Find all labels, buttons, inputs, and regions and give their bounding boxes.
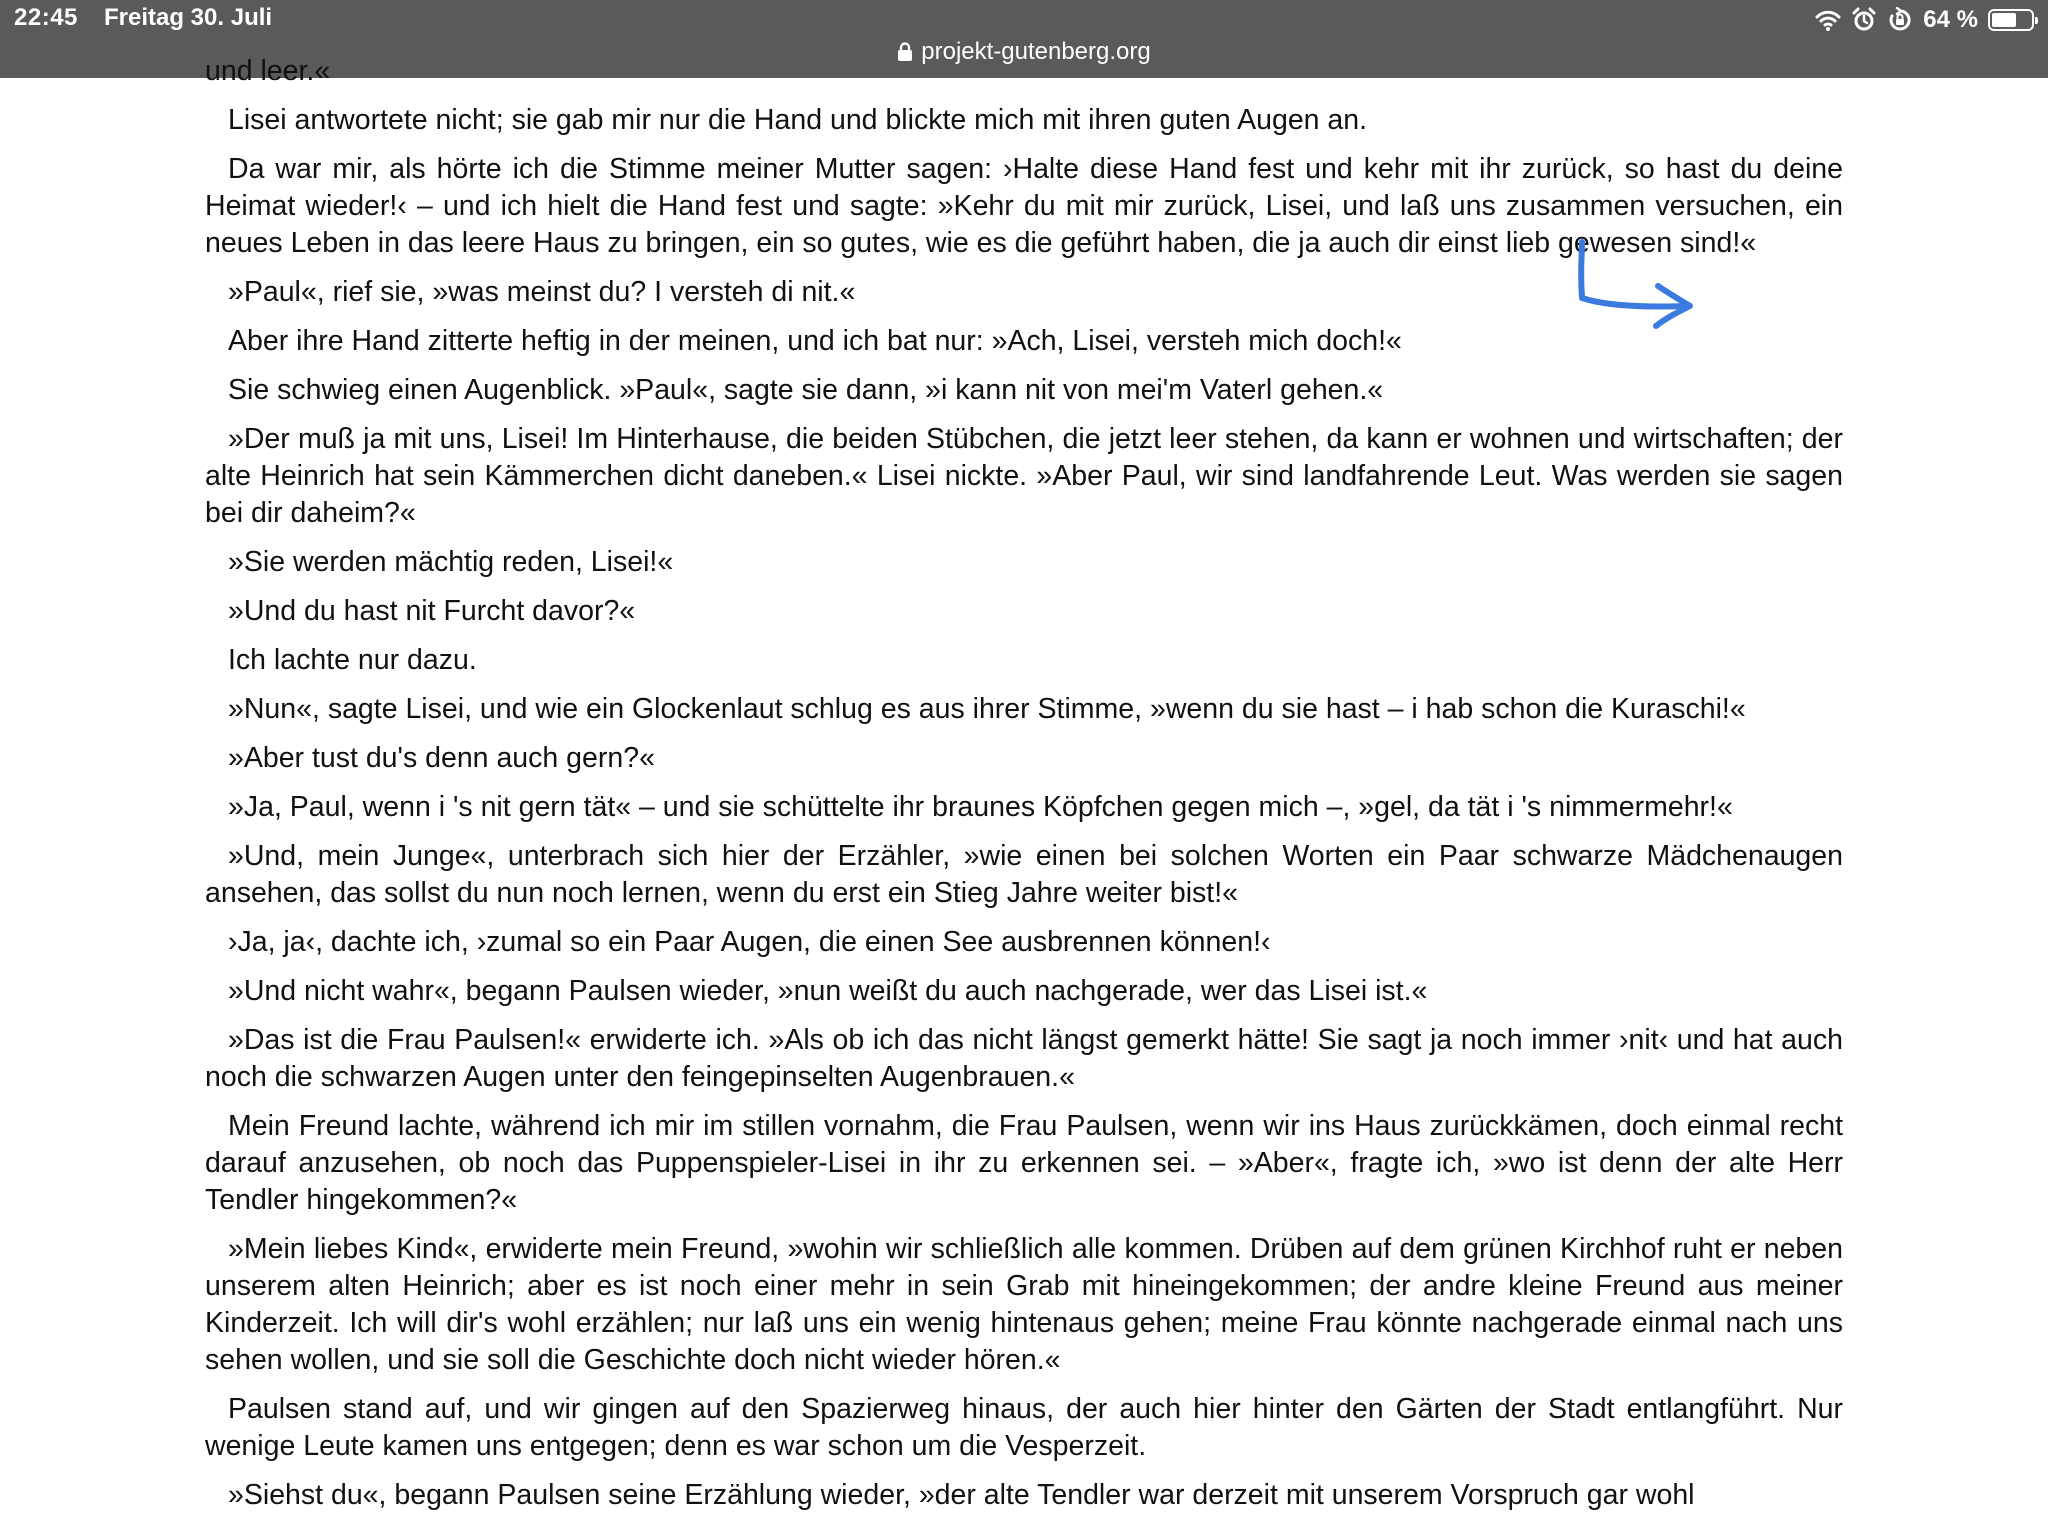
paragraph: und leer.« (205, 55, 331, 87)
paragraph: »Und, mein Junge«, unterbrach sich hier der Erzähler, »wie einen bei solchen Worten ein Paar schwarze Mädchenaugen ansehen, das sollst du nun noch lernen, wenn du erst ein Stieg Jahre weiter bist!« (205, 840, 1843, 909)
paragraph: »Mein liebes Kind«, erwiderte mein Freund, »wohin wir schließlich alle kommen. Drüben auf dem grünen Kirchhof ruht er neben unserem alten Heinrich; aber es ist noch einer mehr in sein Grab mit hineingekommen; der andre kleine Freund aus meiner Kinderzeit. Ich will dir's wohl erzählen; nur laß uns ein wenig hintenaus gehen; meine Frau könnte nachgerade einmal nach uns sehen wollen, und sie soll die Geschichte doch nicht wieder hören.« (205, 1233, 1843, 1376)
battery-percent: 64 % (1923, 6, 1978, 33)
status-date: Freitag 30. Juli (104, 4, 273, 31)
alarm-icon (1851, 7, 1877, 33)
battery-icon (1988, 9, 2034, 31)
article-text (205, 55, 1843, 1526)
wifi-icon (1815, 7, 1841, 33)
paragraph: Lisei antwortete nicht; sie gab mir nur die Hand und blickte mich mit ihren guten Augen an. (228, 104, 1368, 136)
paragraph: »Ja, Paul, wenn i 's nit gern tät« – und sie schüttelte ihr braunes Köpfchen gegen mich –, »gel, da tät i 's nimmermehr!« (228, 791, 1733, 823)
paragraph: »Siehst du«, begann Paulsen seine Erzählung wieder, »der alte Tendler war derzeit mit unserem Vorspruch gar wohl (228, 1479, 1695, 1511)
orientation-lock-icon (1887, 7, 1913, 33)
battery-nub (2035, 17, 2038, 24)
paragraph: »Sie werden mächtig reden, Lisei!« (228, 546, 674, 578)
paragraph: Mein Freund lachte, während ich mir im stillen vornahm, die Frau Paulsen, wenn wir ins Haus zurückkämen, doch einmal recht darauf anzusehen, ob noch das Puppenspieler-Lisei in ihr zu erkennen sei. – »Aber«, fragte ich, »wo ist denn der alte Herr Tendler hingekommen?« (205, 1110, 1843, 1216)
paragraph: »Nun«, sagte Lisei, und wie ein Glockenlaut schlug es aus ihrer Stimme, »wenn du sie hast – i hab schon die Kuraschi!« (228, 693, 1746, 725)
paragraph: »Aber tust du's denn auch gern?« (228, 742, 655, 774)
paragraph: Paulsen stand auf, und wir gingen auf den Spazierweg hinaus, der auch hier hinter den Gärten der Stadt entlangführt. Nur wenige Leute kamen uns entgegen; denn es war schon um die Vesperzeit. (205, 1393, 1843, 1462)
paragraph: »Der muß ja mit uns, Lisei! Im Hinterhause, die beiden Stübchen, die jetzt leer stehen, da kann er wohnen und wirtschaften; der alte Heinrich hat sein Kämmerchen dicht daneben.« Lisei nickte. »Aber Paul, wir sind landfahrende Leut. Was werden sie sagen bei dir daheim?« (205, 423, 1843, 529)
paragraph: ›Ja, ja‹, dachte ich, ›zumal so ein Paar Augen, die einen See ausbrennen können!‹ (228, 926, 1271, 958)
battery-fill (1992, 13, 2016, 27)
paragraph: »Und nicht wahr«, begann Paulsen wieder, »nun weißt du auch nachgerade, wer das Lisei ist.« (228, 975, 1428, 1007)
paragraph: Ich lachte nur dazu. (228, 644, 477, 676)
paragraph: Aber ihre Hand zitterte heftig in der meinen, und ich bat nur: »Ach, Lisei, versteh mich doch!« (228, 325, 1402, 357)
paragraph: »Das ist die Frau Paulsen!« erwiderte ich. »Als ob ich das nicht längst gemerkt hätte! Sie sagt ja noch immer ›nit‹ und hat auch noch die schwarzen Augen unter den feingepinselten Augenbrauen.« (205, 1024, 1843, 1093)
paragraph: »Und du hast nit Furcht davor?« (228, 595, 636, 627)
url-text: projekt-gutenberg.org (921, 38, 1151, 65)
status-time: 22:45 (14, 4, 78, 31)
status-indicators (1815, 4, 2034, 36)
paragraph: Sie schwieg einen Augenblick. »Paul«, sagte sie dann, »i kann nit von mei'm Vaterl gehen.« (228, 374, 1384, 406)
paragraph: Da war mir, als hörte ich die Stimme meiner Mutter sagen: ›Halte diese Hand fest und kehr mit ihr zurück, so hast du deine Heimat wieder!‹ – und ich hielt die Hand fest und sagte: »Kehr du mit mir zurück, Lisei, und laß uns zusammen versuchen, ein neues Leben in das leere Haus zu bringen, ein so gutes, wie es die geführt haben, die ja auch dir einst lieb gewesen sind!« (205, 153, 1843, 259)
paragraph: »Paul«, rief sie, »was meinst du? I versteh di nit.« (228, 276, 856, 308)
